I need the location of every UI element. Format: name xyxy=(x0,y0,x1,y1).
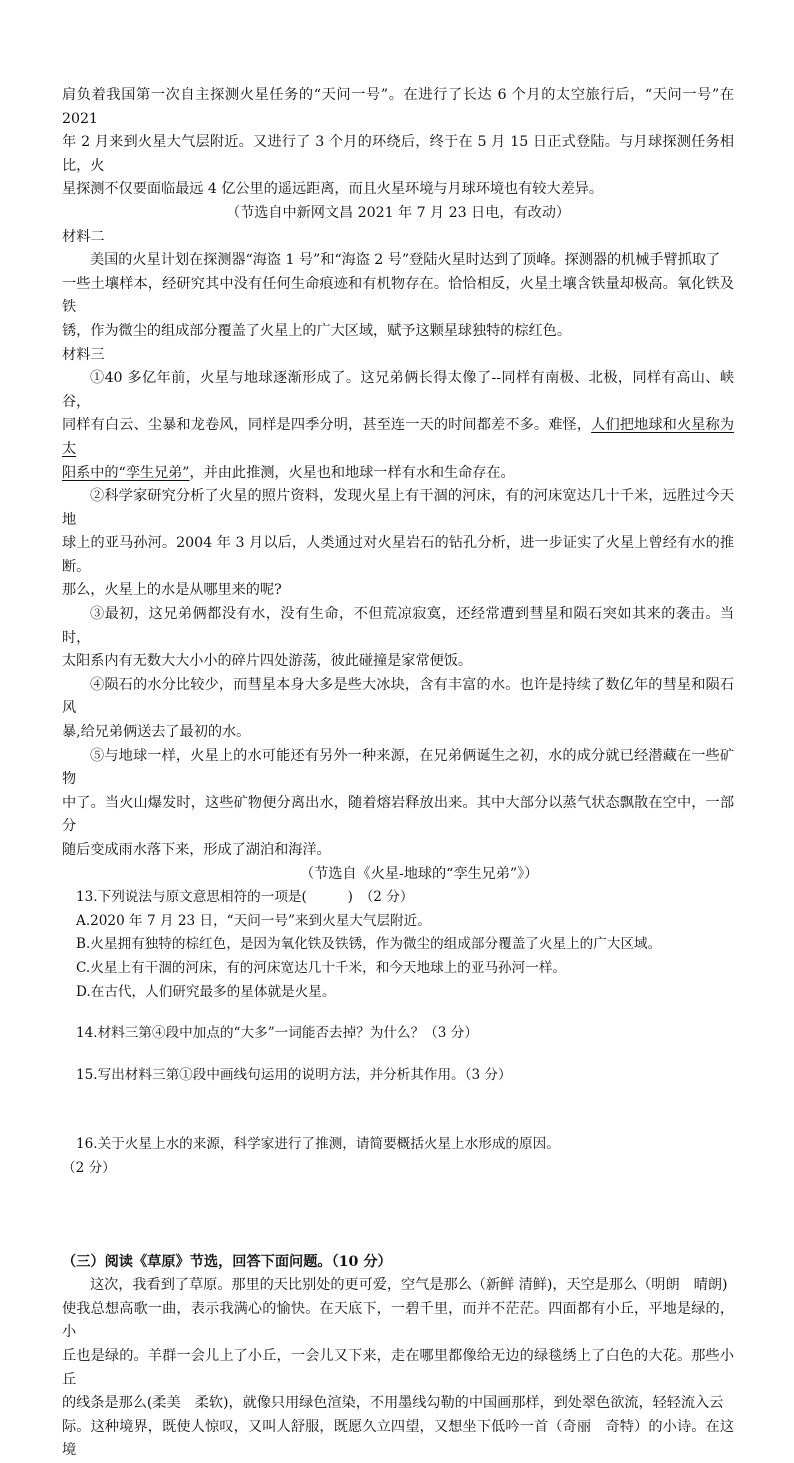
underlined-sentence: 人们把地球和火星称为太 xyxy=(62,417,734,457)
section3-line: 丘也是绿的。羊群一会儿上了小丘，一会儿又下来，走在哪里都像给无边的绿毯绣上了白色的大花。那些小丘 xyxy=(62,1347,734,1388)
option-a: A.2020 年 7 月 23 日，“天问一号”来到火星大气层附近。 xyxy=(76,912,431,929)
material3-para2-line: ②科学家研究分析了火星的照片资料，发现火星上有干涸的河床，有的河床宽达几十千米，远胜过今天地 xyxy=(62,488,734,528)
material1-source: （节选自中新网文昌 2021 年 7 月 23 日电，有改动） xyxy=(225,204,571,221)
option-b: B.火星拥有独特的棕红色，是因为氧化铁及铁锈，作为微尘的组成部分覆盖了火星上的广大区域。 xyxy=(76,936,662,953)
material3-para3-line: 太阳系内有无数大大小小的碎片四处游荡，彼此碰撞是家常便饭。 xyxy=(62,653,472,670)
section3-heading: （三）阅读《草原》节选，回答下面问题。（10 分） xyxy=(62,1253,392,1270)
option-d: D.在古代，人们研究最多的星体就是火星。 xyxy=(76,983,336,1000)
spacer xyxy=(62,1004,734,1022)
material3-para1-line: ①40 多亿年前，火星与地球逐渐形成了。这兄弟俩长得太像了--同样有南极、北极，同样有高山、峡谷， xyxy=(62,370,734,410)
material2-line: 美国的火星计划在探测器“海盗 1 号”和“海盗 2 号”登陆火星时达到了顶峰。探测器的机械手臂抓取了 xyxy=(90,252,721,269)
material3-source: （节选自《火星-地球的“孪生兄弟”》） xyxy=(300,865,539,882)
material3-para5-line: 中了。当火山爆发时，这些矿物便分离出水，随着熔岩释放出来。其中大部分以蒸气状态飘散在空中，一部分 xyxy=(62,794,734,835)
question-16-score: （2 分） xyxy=(62,1159,116,1176)
material1-line: 肩负着我国第一次自主探测火星任务的“天问一号”。在进行了长达 6 个月的太空旅行后，“天问一号”在 2021 xyxy=(62,87,734,127)
material3-para5-line: 随后变成雨水落下来，形成了湖泊和海洋。 xyxy=(62,842,331,858)
section3-line: 使我总想高歌一曲，表示我满心的愉快。在天底下，一碧千里，而并不茫茫。四面都有小丘，平地是绿的，小 xyxy=(62,1300,734,1341)
section3-line: 际。这种境界，既使人惊叹，又叫人舒服，既愿久立四望，又想坐下低吟一首（奇丽 奇特）的小诗。在这境 xyxy=(62,1418,734,1459)
spacer xyxy=(62,1046,734,1064)
material3-para4-line: ④陨石的水分比较少，而彗星本身大多是些大冰块，含有丰富的水。也许是持续了数亿年的彗星和陨石风 xyxy=(62,676,734,717)
question-14: 14.材料三第④段中加点的“大多”一词能否去掉？为什么？（3 分） xyxy=(76,1025,478,1042)
material2-title: 材料二 xyxy=(62,228,105,245)
material3-para2-line: 球上的亚马孙河。2004 年 3 月以后，人类通过对火星岩石的钻孔分析，进一步证实了火星上曾经有水的推断。 xyxy=(62,535,734,575)
material2-line: 锈，作为微尘的组成部分覆盖了火星上的广大区域，赋予这颗星球独特的棕红色。 xyxy=(62,322,571,339)
para1-text: ，并由此推测，火星也和地球一样有水和生命存在。 xyxy=(189,464,515,481)
material3-title: 材料三 xyxy=(62,346,105,363)
question-16: 16.关于火星上水的来源，科学家进行了推测，请简要概括火星上水形成的原因。 xyxy=(76,1136,560,1153)
document-page xyxy=(62,84,734,1463)
material3-para2-line: 那么，火星上的水是从哪里来的呢? xyxy=(62,582,282,599)
material2-line: 一些土壤样本，经研究其中没有任何生命痕迹和有机物存在。恰恰相反，火星土壤含铁量却极高。氧化铁及铁 xyxy=(62,275,734,316)
material1-line: 年 2 月来到火星大气层附近。又进行了 3 个月的环绕后，终于在 5 月 15 日正式登陆。与月球探测任务相比，火 xyxy=(62,134,734,174)
material3-para4-line: 暴,给兄弟俩送去了最初的水。 xyxy=(62,724,251,741)
option-c: C.火星上有干涸的河床，有的河床宽达几十千米，和今天地球上的亚马孙河一样。 xyxy=(76,959,567,976)
material3-para5-line: ⑤与地球一样，火星上的水可能还有另外一种来源，在兄弟俩诞生之初，水的成分就已经潜藏在一些矿物 xyxy=(62,747,734,788)
material1-line: 星探测不仅要面临最远 4 亿公里的遥远距离，而且火星环境与月球环境也有较大差异。 xyxy=(62,181,603,198)
section3-line: 的线条是那么(柔美 柔软)，就像只用绿色渲染，不用墨线勾勒的中国画那样，到处翠色欲流，轻轻流入云 xyxy=(62,1395,724,1412)
material3-para1-line xyxy=(62,414,734,461)
answer-space xyxy=(62,1181,734,1251)
question-15: 15.写出材料三第①段中画线句运用的说明方法，并分析其作用。（3 分） xyxy=(76,1066,512,1083)
section3-line: 这次，我看到了草原。那里的天比别处的更可爱，空气是那么（新鲜 清鲜)，天空是那么（明朗 晴朗) xyxy=(90,1277,728,1294)
material3-para3-line: ③最初，这兄弟俩都没有水，没有生命，不但荒凉寂寞，还经常遭到彗星和陨石突如其来的袭击。当时， xyxy=(62,606,734,646)
underlined-sentence: 阳系中的“孪生兄弟” xyxy=(62,464,190,481)
answer-space xyxy=(62,1087,734,1133)
para1-text: 同样有白云、尘暴和龙卷风，同样是四季分明，甚至连一天的时间都差不多。难怪， xyxy=(62,417,592,434)
question-13: 13.下列说法与原文意思相符的一项是( ) （2 分） xyxy=(76,889,414,906)
material3-para1-line xyxy=(62,462,734,486)
